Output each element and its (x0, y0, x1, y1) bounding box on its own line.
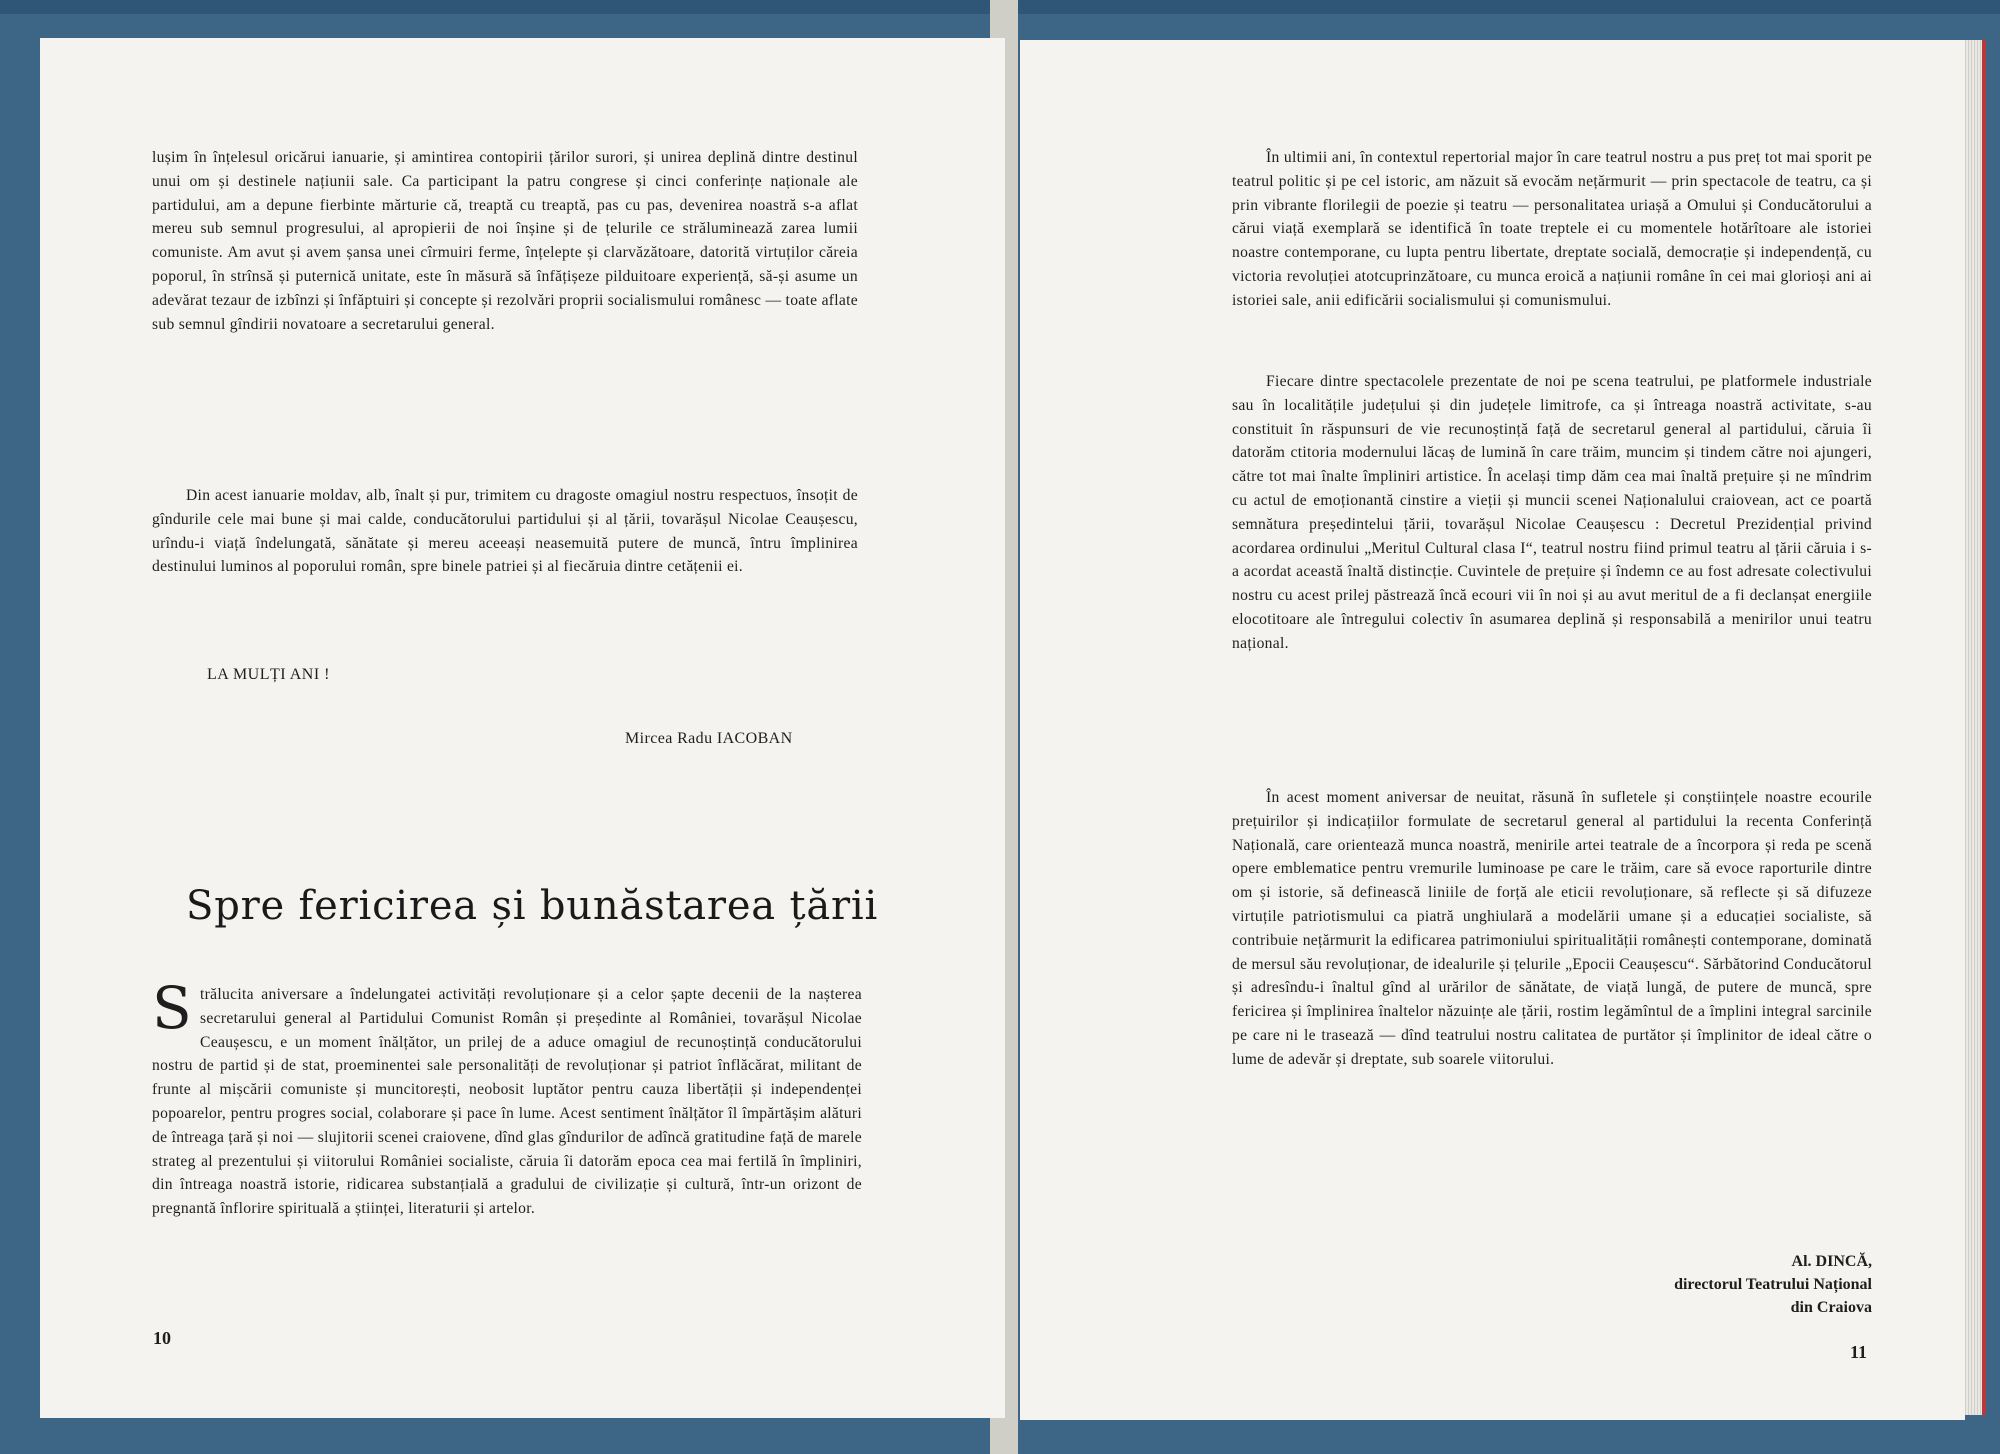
article-title: Spre fericirea și bunăstarea țării (186, 883, 879, 929)
right-paragraph-1: În ultimii ani, în contextul repertorial major în care teatrul nostru a pus preț tot mai sporit pe teatrul politic și pe cel istoric, am năzuit să evocăm nețărmurit — prin spectacole de teatru, ca și prin vibrante florilegii de poezie și teatru — personalitatea uriașă a Omului și Conducătorului a cărui viață exemplară se identifică în toate treptele ei cu momentele hotărîtoare ale istoriei noastre contemporane, cu lupta pentru libertate, dreptate socială, democrație și independență, cu victoria revoluției atotcuprinzătoare, cu munca eroică a națiunii române în cei mai glorioși ani ai istoriei sale, anii edificării socialismului și comunismului. (1232, 149, 1872, 309)
right-signature-block (1572, 1250, 1872, 1330)
signature-title: directorul Teatrului Național (1674, 1276, 1872, 1293)
left-paragraph-2: Din acest ianuarie moldav, alb, înalt și pur, trimitem cu dragoste omagiul nostru respectuos, însoțit de gîndurile cele mai bune și mai calde, conducătorului partidului și al țării, tovarășul Nicolae Ceaușescu, urîndu-i viață îndelungată, sănătate și mereu aceeași neasemuită putere de muncă, întru împlinirea destinului luminos al poporului român, spre binele patriei și al fiecăruia dintre cetățenii ei. (152, 487, 858, 576)
right-page (1020, 40, 1965, 1420)
article-body-text: trălucita aniversare a îndelungatei activități revoluționare și a celor șapte decenii de la nașterea secretarului general al Partidului Comunist Român și președinte al României, tovarășul Nicolae Ceaușescu, e un moment înălțător, un prilej de a aduce omagiul de recunoștință conducătorului nostru de partid și de stat, proeminentei sale personalități de revoluționar și patriot înflăcărat, militant de frunte al mișcării comuniste și muncitorești, neobosit luptător pentru cauza libertății și independenței popoarelor, pentru progres social, colaborare și pace în lume. Acest sentiment înălțător îl împărtășim alături de întreaga țară și noi — slujitorii scenei craiovene, dînd glas gîndurilor de adîncă gratitudine față de marele strateg al prezentului și viitorului României socialiste, căruia îi datorăm epoca cea mai fertilă în împliniri, din întreaga noastră istorie, ridicarea substanțială a gradului de civilizație și cultură, într-un orizont de pregnantă înflorire spirituală a științei, literaturii și artelor. (152, 986, 862, 1218)
left-signature: Mircea Radu IACOBAN (625, 730, 793, 747)
left-paragraph-1: lușim în înțelesul oricărui ianuarie, și amintirea contopirii țărilor surori, și unirea deplină dintre destinul unui om și destinele națiunii sale. Ca participant la patru congrese și cinci conferințe naționale ale partidului, am a depune fierbinte mărturie că, treaptă cu treaptă, pas cu pas, devenirea noastră s-a aflat mereu sub semnul progresului, al apropierii de noi înșine și de țelurile ce străluminează zarea lumii comuniste. Am avut și avem șansa unei cîrmuiri ferme, înțelepte și clarvăzătoare, datorită virtuților căreia poporul, în strînsă și puternică unitate, este în măsură să înfățișeze pilduitoare experiență, să-și asume un adevărat tezaur de izbînzi și înfăptuiri și concepte și rezolvări proprii socialismului românesc — toate aflate sub semnul gîndirii novatoare a secretarului general. (152, 149, 858, 333)
page-number-right: 11 (1850, 1342, 1868, 1362)
right-paragraph-2: Fiecare dintre spectacolele prezentate de noi pe scena teatrului, pe platformele industriale sau în localitățile județului și din județele limitrofe, ca și întreaga noastră activitate, s-au constituit în răspunsuri de vie recunoștință față de secretarul general al partidului, căruia îi datorăm ctitoria modernului lăcaș de lumină în care trăim, muncim și tindem către noi ajungeri, către tot mai înalte împliniri artistice. În același timp dăm cea mai înaltă prețuire și ne mîndrim cu actul de emoționantă cinstire a vieții și muncii scenei Naționalului craiovean, act ce poartă semnătura președintelui țării, tovarășul Nicolae Ceaușescu : Decretul Prezidențial privind acordarea ordinului „Meritul Cultural clasa I“, teatrul nostru fiind primul teatru al țării căruia i s-a acordat această înaltă distincție. Cuvintele de prețuire și îndemn ce au fost adresate colectivului nostru cu acest prilej păstrează încă ecouri vii în noi și au avut meritul de a fi declanșat energiile elocotitoare ale întregului colectiv în asumarea deplină și responsabilă a menirilor unui teatru național. (1232, 373, 1872, 652)
article-body (152, 974, 862, 1221)
left-page (40, 38, 1005, 1418)
page-number-left: 10 (153, 1328, 171, 1348)
page-stack-ribbon (1982, 40, 1986, 1415)
signature-name: Al. DINCĂ, (1791, 1253, 1872, 1270)
drop-cap: S (152, 974, 193, 1042)
right-paragraph-3: În acest moment aniversar de neuitat, răsună în sufletele și conștiințele noastre ecourile prețuirilor și indicațiilor formulate de secretarul general al partidului la recenta Conferință Națională, care orientează munca noastră, menirile artei teatrale de a încorpora și reda pe scenă opere emblematice pentru vremurile luminoase pe care le trăim, care să evoce raporturile dintre om și istorie, să definească liniile de forță ale eticii revoluționare, să reflecte și să difuzeze virtuțile patriotismului ca piatră unghiulară a modelării umane și a educației socialiste, să contribuie nețărmurit la edificarea patrimoniului spiritualității românești contemporane, dominată de mersul său revoluționar, de idealurile și țelurile „Epocii Ceaușescu“. Sărbătorind Conducătorul și adresîndu-i înaltul gînd al urărilor de sănătate, de viață lungă, de putere de muncă, spre fericirea și împlinirea înaltelor năzuințe ale țării, rostim legămîntul de a împlini integral sarcinile pe care ni le trasează — dînd teatrului nostru calitatea de purtător și împlinitor de ideal către o lume de adevăr și dreptate, sub soarele viitorului. (1232, 789, 1872, 1068)
signature-place: din Craiova (1790, 1299, 1872, 1316)
closing-greeting: LA MULȚI ANI ! (207, 666, 330, 683)
